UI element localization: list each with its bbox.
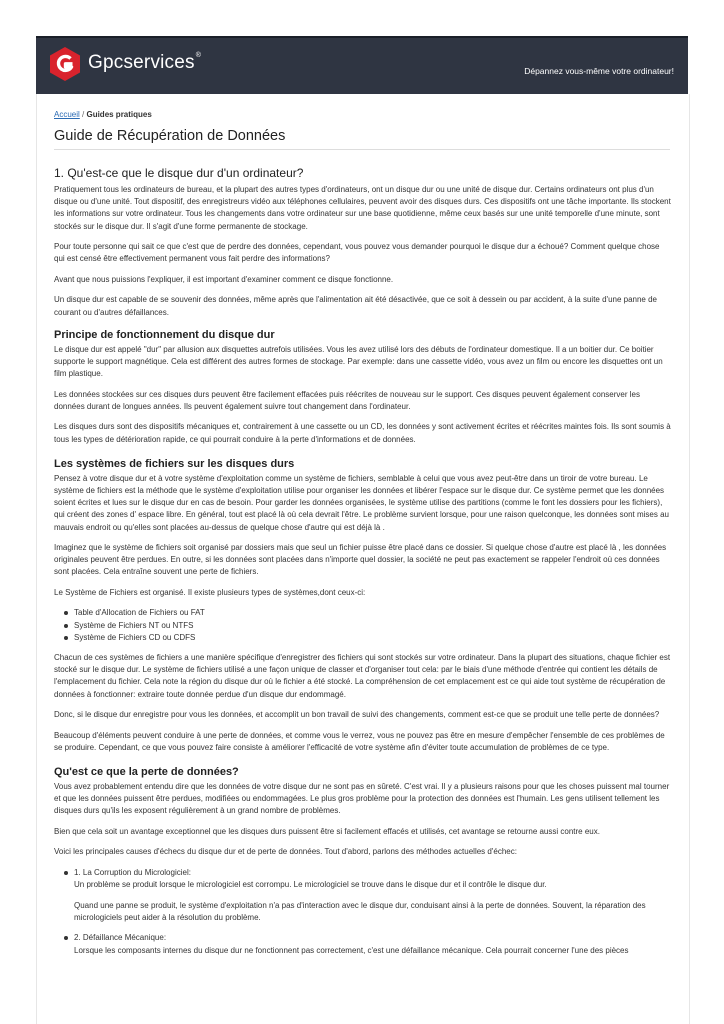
paragraph: Beaucoup d'éléments peuvent conduire à une perte de données, et comme vous le verrez, vous ne pouvez pas être en mesure d'empêcher l'ensemble de ces problèmes de se produire. Cependant, ce que vous pouvez faire consiste à améliorer l'efficacité de votre système afin d'éviter toute accumulation de problèmes de ce type.: [54, 730, 665, 752]
paragraph: Avant que nous puissions l'expliquer, il est important d'examiner comment ce disque fonctionne.: [54, 274, 394, 284]
paragraph: Pour toute personne qui sait ce que c'est que de perdre des données, cependant, vous pouvez vous demander pourquoi le disque dur a échoué? Comment quelque chose qui est censé être effectivement permanent vous fait perdre des informations?: [54, 242, 660, 264]
section-title: 1. Qu'est-ce que le disque dur d'un ordinateur?: [54, 166, 304, 180]
breadcrumb-home-link[interactable]: Accueil: [54, 110, 80, 119]
paragraph: Un disque dur est capable de se souvenir des données, même après que l'alimentation ait été désactivée, que ce soit à dessein ou par accident, à la suite d'une panne de courant ou d'autres défaillances.: [54, 295, 657, 317]
breadcrumb-current: Guides pratiques: [86, 110, 152, 119]
paragraph: Bien que cela soit un avantage exceptionnel que les disques durs puissent être si facilement effacés et utilisés, cet avantage se retourne aussi contre eux.: [54, 826, 600, 836]
article-body: [54, 184, 672, 965]
subsection-title: Qu'est ce que la perte de données?: [54, 766, 239, 779]
header-tagline: Dépannez vous-même votre ordinateur!: [524, 66, 674, 76]
cause-text: Lorsque les composants internes du disque dur ne fonctionnent pas correctement, c'est une défaillance mécanique. Cela pourrait concerner l'une des pièces: [74, 945, 629, 955]
paragraph: Imaginez que le système de fichiers soit organisé par dossiers mais que seul un fichier puisse être placé dans ce dossier. Si quelque chose d'autre est placé là , les données originales peuvent être perdues. En outre, si les données sont placées dans n'importe quel dossier, la société ne peut pas exactement se rappeler l'endroit où ces données sont placées. Cela entraîne souvent une perte de fichiers.: [54, 543, 667, 577]
brand-text: Gpcservices: [88, 52, 195, 73]
paragraph: Le disque dur est appelé "dur" par allusion aux disquettes autrefois utilisées. Vous les avez utilisé lors des débuts de l'ordinateur domestique. Il a un boitier dur. Ce boitier supporte le support magnétique. Cela est différent des autres formes de stockage. Par exemple: dans une cassette vidéo, vous avez un film ou encore les disquettes ont un film plastique.: [54, 344, 663, 379]
cause-text: Un problème se produit lorsque le micrologiciel est corrompu. Le micrologiciel se trouve dans le disque dur et il contrôle le disque dur.: [74, 880, 547, 890]
cause-text: Quand une panne se produit, le système d'exploitation n'a pas d'interaction avec le disque dur, conduisant ainsi à la perte de données. Souvent, la réparation des micrologiciels peut aider à la résolution du problème.: [74, 900, 646, 922]
paragraph: Pratiquement tous les ordinateurs de bureau, et la plupart des autres types d'ordinateurs, ont un disque dur ou une unité de disque dur. Certains ordinateurs ont plus d'un disque ou d'une unité. Tout dispositif, des enregistreurs vidéo aux téléphones cellulaires, peuvent avoir des disques durs. Ces dispositifs ont une tâche importante. Ils stockent les informations sur votre ordinateur. Tous les changements dans votre ordinateur sur une base quotidienne, même ceux basés sur une unité temporelle d'une minute, sont stockés sur le disque dur. Il s'agit d'une forme permanente de stockage.: [54, 185, 671, 231]
list-item: Système de Fichiers NT ou NTFS: [66, 620, 672, 632]
filesystem-list: [54, 607, 672, 644]
paragraph: Chacun de ces systèmes de fichiers a une manière spécifique d'enregistrer des fichiers qui sont stockés sur votre ordinateur. Dans la plupart des situations, chaque fichier est stocké sur le disque dur. Le système de fichiers utilisé a une façon unique de classer et d'organiser tout cela: par le biais d'une méthode d'entrée qui contient les détails de l'emplacement du fichier. Cela note la région du disque dur où le fichier a été stocké. La compréhension de cet emplacement est ce qui aide tout système de récupération de données à fonctionner: extraire toute donnée perdue d'un disque dur endommagé.: [54, 653, 671, 699]
subsection-title: Principe de fonctionnement du disque dur: [54, 328, 275, 341]
gpc-logo-icon[interactable]: [50, 47, 80, 81]
breadcrumb-separator: /: [79, 110, 87, 119]
paragraph: Vous avez probablement entendu dire que les données de votre disque dur ne sont pas en sûreté. C'est vrai. Il y a plusieurs raisons pour que les choses puissent mal tourner et que les données puissent être perdues, modifiées ou endommagées. Le plus gros problème pour la protection des données est l'humain. Les gens utilisent tellement les disques durs qu'ils les exposent régulièrement à un grand nombre de problèmes.: [54, 782, 670, 816]
main-content: [36, 94, 690, 1024]
cause-title: 1. La Corruption du Micrologiciel:: [74, 867, 191, 877]
causes-list: [54, 867, 672, 957]
list-item: [66, 867, 672, 924]
list-item: Table d'Allocation de Fichiers ou FAT: [66, 607, 672, 619]
paragraph: Les disques durs sont des dispositifs mécaniques et, contrairement à une cassette ou un CD, les données y sont activement écrites et réécrites maintes fois. Ils sont soumis à tous les types de détérioration rapide, ce qui pourrait conduire à la perte d'informations et de données.: [54, 422, 671, 444]
paragraph: Pensez à votre disque dur et à votre système d'exploitation comme un système de fichiers, semblable à celui que vous avez peut-être dans un tiroir de votre bureau. Le système de fichiers est la méthode que le système d'exploitation utilise pour organiser les données et libérer l'espace sur le disque dur. Ce système permet que les données soient écrites et lues sur le disque dur en cas de besoin. Pour garder les données organisées, le système utilise des partitions (comme le font les dossiers pour les fichiers), qui créent des zones d' espace libre. En général, tout est placé là où cela devrait l'être. Le problème survient lorsque, pour une raison quelconque, les données sont mises au mauvais endroit ou qu'elles sont placées au-dessus de quelque chose d'autre qui est déjà là .: [54, 473, 669, 532]
brand-name[interactable]: [88, 52, 201, 74]
paragraph: Voici les principales causes d'échecs du disque dur et de perte de données. Tout d'abord, parlons des méthodes actuelles d'échec:: [54, 847, 517, 857]
list-item: [66, 932, 672, 956]
site-header: [36, 36, 688, 96]
list-item: Système de Fichiers CD ou CDFS: [66, 632, 672, 644]
registered-mark: ®: [195, 52, 202, 59]
cause-title: 2. Défaillance Mécanique:: [74, 933, 167, 943]
breadcrumb: [54, 110, 152, 119]
paragraph: Le Système de Fichiers est organisé. Il existe plusieurs types de systèmes,dont ceux-ci:: [54, 587, 366, 597]
subsection-title: Les systèmes de fichiers sur les disques durs: [54, 457, 295, 470]
page-title: Guide de Récupération de Données: [54, 128, 670, 150]
paragraph: Les données stockées sur ces disques durs peuvent être facilement effacées puis réécrites de nouveau sur le support. Ces disques peuvent également conserver les données durant de longues années. Ils peuvent également suivre tout changement dans l'ordinateur.: [54, 389, 640, 411]
paragraph: Donc, si le disque dur enregistre pour vous les données, et accomplit un bon travail de suivi des changements, comment est-ce que se produit une telle perte de données?: [54, 710, 660, 720]
